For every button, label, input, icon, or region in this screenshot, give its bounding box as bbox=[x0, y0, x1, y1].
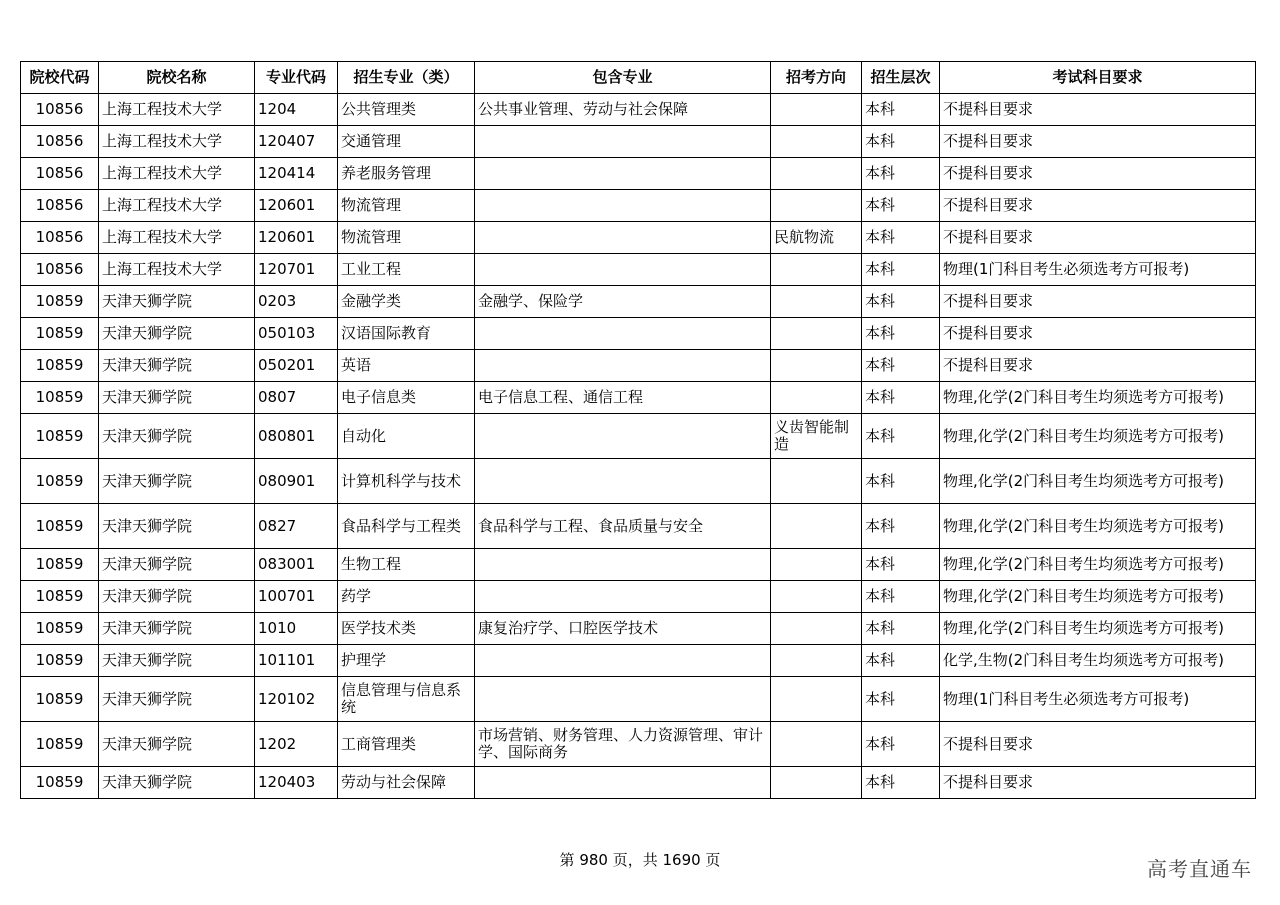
table-row bbox=[21, 459, 1256, 504]
cell-direction bbox=[771, 350, 862, 382]
cell-school-name: 天津天狮学院 bbox=[99, 414, 255, 459]
cell-school-name: 天津天狮学院 bbox=[99, 767, 255, 799]
cell-subject-requirement: 物理,化学(2门科目考生均须选考方可报考) bbox=[940, 581, 1256, 613]
cell-subject-requirement: 不提科目要求 bbox=[940, 722, 1256, 767]
cell-school-code: 10859 bbox=[21, 549, 99, 581]
cell-subject-requirement: 不提科目要求 bbox=[940, 286, 1256, 318]
cell-subject-requirement: 物理,化学(2门科目考生均须选考方可报考) bbox=[940, 414, 1256, 459]
header-included-majors: 包含专业 bbox=[475, 62, 771, 94]
cell-major: 生物工程 bbox=[338, 549, 475, 581]
cell-direction bbox=[771, 126, 862, 158]
cell-school-name: 天津天狮学院 bbox=[99, 382, 255, 414]
cell-level: 本科 bbox=[862, 645, 940, 677]
cell-included-majors: 食品科学与工程、食品质量与安全 bbox=[475, 504, 771, 549]
cell-included-majors: 电子信息工程、通信工程 bbox=[475, 382, 771, 414]
cell-direction: 民航物流 bbox=[771, 222, 862, 254]
cell-school-name: 天津天狮学院 bbox=[99, 581, 255, 613]
cell-major: 医学技术类 bbox=[338, 613, 475, 645]
header-school-name: 院校名称 bbox=[99, 62, 255, 94]
cell-direction bbox=[771, 722, 862, 767]
cell-school-name: 天津天狮学院 bbox=[99, 722, 255, 767]
cell-direction bbox=[771, 767, 862, 799]
cell-major-code: 1010 bbox=[255, 613, 338, 645]
table-row bbox=[21, 767, 1256, 799]
cell-included-majors bbox=[475, 459, 771, 504]
cell-school-name: 天津天狮学院 bbox=[99, 504, 255, 549]
cell-subject-requirement: 物理,化学(2门科目考生均须选考方可报考) bbox=[940, 382, 1256, 414]
cell-major-code: 101101 bbox=[255, 645, 338, 677]
cell-direction bbox=[771, 459, 862, 504]
cell-direction: 义齿智能制造 bbox=[771, 414, 862, 459]
cell-major-code: 120601 bbox=[255, 222, 338, 254]
cell-included-majors bbox=[475, 190, 771, 222]
cell-school-code: 10859 bbox=[21, 382, 99, 414]
cell-major: 信息管理与信息系统 bbox=[338, 677, 475, 722]
cell-major: 电子信息类 bbox=[338, 382, 475, 414]
table-row bbox=[21, 222, 1256, 254]
cell-included-majors bbox=[475, 414, 771, 459]
cell-major-code: 120601 bbox=[255, 190, 338, 222]
table-row bbox=[21, 286, 1256, 318]
cell-school-code: 10856 bbox=[21, 190, 99, 222]
cell-major: 英语 bbox=[338, 350, 475, 382]
cell-level: 本科 bbox=[862, 94, 940, 126]
cell-subject-requirement: 物理(1门科目考生必须选考方可报考) bbox=[940, 254, 1256, 286]
cell-subject-requirement: 不提科目要求 bbox=[940, 94, 1256, 126]
cell-major-code: 080801 bbox=[255, 414, 338, 459]
cell-school-name: 天津天狮学院 bbox=[99, 459, 255, 504]
cell-included-majors bbox=[475, 581, 771, 613]
cell-school-name: 天津天狮学院 bbox=[99, 645, 255, 677]
cell-school-name: 天津天狮学院 bbox=[99, 350, 255, 382]
cell-major-code: 120407 bbox=[255, 126, 338, 158]
cell-major: 药学 bbox=[338, 581, 475, 613]
cell-school-code: 10856 bbox=[21, 158, 99, 190]
cell-included-majors bbox=[475, 350, 771, 382]
cell-major: 物流管理 bbox=[338, 222, 475, 254]
cell-major-code: 120701 bbox=[255, 254, 338, 286]
cell-direction bbox=[771, 645, 862, 677]
cell-major-code: 0807 bbox=[255, 382, 338, 414]
cell-direction bbox=[771, 94, 862, 126]
cell-school-name: 天津天狮学院 bbox=[99, 549, 255, 581]
table-row bbox=[21, 126, 1256, 158]
table-row bbox=[21, 382, 1256, 414]
cell-major: 公共管理类 bbox=[338, 94, 475, 126]
cell-school-name: 天津天狮学院 bbox=[99, 318, 255, 350]
cell-direction bbox=[771, 549, 862, 581]
header-row bbox=[21, 62, 1256, 94]
cell-included-majors bbox=[475, 222, 771, 254]
cell-subject-requirement: 不提科目要求 bbox=[940, 222, 1256, 254]
cell-subject-requirement: 不提科目要求 bbox=[940, 158, 1256, 190]
cell-direction bbox=[771, 158, 862, 190]
table-row bbox=[21, 613, 1256, 645]
cell-school-code: 10859 bbox=[21, 613, 99, 645]
cell-direction bbox=[771, 286, 862, 318]
admissions-table bbox=[20, 61, 1256, 799]
table-row bbox=[21, 350, 1256, 382]
cell-major-code: 1202 bbox=[255, 722, 338, 767]
cell-major-code: 080901 bbox=[255, 459, 338, 504]
cell-subject-requirement: 物理,化学(2门科目考生均须选考方可报考) bbox=[940, 459, 1256, 504]
header-subject-requirement: 考试科目要求 bbox=[940, 62, 1256, 94]
cell-school-code: 10859 bbox=[21, 581, 99, 613]
cell-subject-requirement: 不提科目要求 bbox=[940, 126, 1256, 158]
cell-direction bbox=[771, 190, 862, 222]
cell-level: 本科 bbox=[862, 350, 940, 382]
cell-subject-requirement: 不提科目要求 bbox=[940, 350, 1256, 382]
cell-level: 本科 bbox=[862, 459, 940, 504]
cell-school-name: 上海工程技术大学 bbox=[99, 94, 255, 126]
cell-school-name: 上海工程技术大学 bbox=[99, 190, 255, 222]
cell-included-majors: 市场营销、财务管理、人力资源管理、审计学、国际商务 bbox=[475, 722, 771, 767]
cell-included-majors bbox=[475, 254, 771, 286]
table-row bbox=[21, 318, 1256, 350]
table-row bbox=[21, 549, 1256, 581]
cell-included-majors bbox=[475, 126, 771, 158]
table-row bbox=[21, 254, 1256, 286]
cell-school-name: 上海工程技术大学 bbox=[99, 222, 255, 254]
cell-major: 养老服务管理 bbox=[338, 158, 475, 190]
cell-school-code: 10859 bbox=[21, 318, 99, 350]
cell-school-code: 10859 bbox=[21, 645, 99, 677]
cell-direction bbox=[771, 504, 862, 549]
cell-level: 本科 bbox=[862, 286, 940, 318]
cell-major: 汉语国际教育 bbox=[338, 318, 475, 350]
cell-major-code: 083001 bbox=[255, 549, 338, 581]
cell-direction bbox=[771, 581, 862, 613]
cell-level: 本科 bbox=[862, 549, 940, 581]
cell-included-majors bbox=[475, 318, 771, 350]
cell-included-majors bbox=[475, 158, 771, 190]
header-major-code: 专业代码 bbox=[255, 62, 338, 94]
cell-included-majors: 康复治疗学、口腔医学技术 bbox=[475, 613, 771, 645]
cell-level: 本科 bbox=[862, 504, 940, 549]
cell-school-code: 10856 bbox=[21, 222, 99, 254]
cell-level: 本科 bbox=[862, 222, 940, 254]
cell-major: 自动化 bbox=[338, 414, 475, 459]
table-row bbox=[21, 504, 1256, 549]
cell-major: 金融学类 bbox=[338, 286, 475, 318]
cell-major: 食品科学与工程类 bbox=[338, 504, 475, 549]
cell-subject-requirement: 化学,生物(2门科目考生均须选考方可报考) bbox=[940, 645, 1256, 677]
cell-level: 本科 bbox=[862, 158, 940, 190]
cell-level: 本科 bbox=[862, 190, 940, 222]
header-level: 招生层次 bbox=[862, 62, 940, 94]
cell-direction bbox=[771, 613, 862, 645]
table-row bbox=[21, 645, 1256, 677]
cell-included-majors bbox=[475, 645, 771, 677]
cell-school-code: 10859 bbox=[21, 350, 99, 382]
cell-subject-requirement: 物理,化学(2门科目考生均须选考方可报考) bbox=[940, 549, 1256, 581]
cell-major-code: 100701 bbox=[255, 581, 338, 613]
cell-major-code: 120414 bbox=[255, 158, 338, 190]
cell-school-name: 上海工程技术大学 bbox=[99, 254, 255, 286]
table-row bbox=[21, 414, 1256, 459]
cell-school-code: 10859 bbox=[21, 722, 99, 767]
cell-school-name: 上海工程技术大学 bbox=[99, 126, 255, 158]
cell-direction bbox=[771, 677, 862, 722]
cell-subject-requirement: 不提科目要求 bbox=[940, 190, 1256, 222]
cell-level: 本科 bbox=[862, 318, 940, 350]
cell-school-name: 天津天狮学院 bbox=[99, 677, 255, 722]
cell-school-code: 10856 bbox=[21, 126, 99, 158]
cell-level: 本科 bbox=[862, 613, 940, 645]
table-body bbox=[21, 94, 1256, 799]
cell-subject-requirement: 不提科目要求 bbox=[940, 318, 1256, 350]
cell-school-code: 10859 bbox=[21, 459, 99, 504]
table-row bbox=[21, 158, 1256, 190]
cell-school-code: 10859 bbox=[21, 677, 99, 722]
cell-direction bbox=[771, 382, 862, 414]
cell-included-majors: 公共事业管理、劳动与社会保障 bbox=[475, 94, 771, 126]
cell-major-code: 0203 bbox=[255, 286, 338, 318]
cell-level: 本科 bbox=[862, 126, 940, 158]
cell-school-name: 天津天狮学院 bbox=[99, 613, 255, 645]
cell-major: 计算机科学与技术 bbox=[338, 459, 475, 504]
cell-major-code: 050103 bbox=[255, 318, 338, 350]
cell-level: 本科 bbox=[862, 677, 940, 722]
cell-school-code: 10856 bbox=[21, 254, 99, 286]
cell-direction bbox=[771, 318, 862, 350]
cell-subject-requirement: 不提科目要求 bbox=[940, 767, 1256, 799]
cell-included-majors bbox=[475, 677, 771, 722]
cell-school-code: 10859 bbox=[21, 767, 99, 799]
cell-included-majors bbox=[475, 549, 771, 581]
cell-direction bbox=[771, 254, 862, 286]
cell-major-code: 1204 bbox=[255, 94, 338, 126]
cell-level: 本科 bbox=[862, 254, 940, 286]
cell-subject-requirement: 物理,化学(2门科目考生均须选考方可报考) bbox=[940, 504, 1256, 549]
cell-major: 交通管理 bbox=[338, 126, 475, 158]
cell-subject-requirement: 物理(1门科目考生必须选考方可报考) bbox=[940, 677, 1256, 722]
table-row bbox=[21, 722, 1256, 767]
table-row bbox=[21, 190, 1256, 222]
header-school-code: 院校代码 bbox=[21, 62, 99, 94]
watermark-text: 高考直通车 bbox=[1147, 857, 1252, 881]
cell-major-code: 050201 bbox=[255, 350, 338, 382]
cell-major-code: 0827 bbox=[255, 504, 338, 549]
table-row bbox=[21, 94, 1256, 126]
header-major: 招生专业（类） bbox=[338, 62, 475, 94]
cell-level: 本科 bbox=[862, 414, 940, 459]
cell-level: 本科 bbox=[862, 767, 940, 799]
cell-major-code: 120403 bbox=[255, 767, 338, 799]
page-number: 第 980 页，共 1690 页 bbox=[559, 851, 721, 869]
cell-major: 物流管理 bbox=[338, 190, 475, 222]
cell-level: 本科 bbox=[862, 581, 940, 613]
cell-included-majors: 金融学、保险学 bbox=[475, 286, 771, 318]
cell-major: 工业工程 bbox=[338, 254, 475, 286]
cell-school-name: 天津天狮学院 bbox=[99, 286, 255, 318]
cell-school-name: 上海工程技术大学 bbox=[99, 158, 255, 190]
cell-subject-requirement: 物理,化学(2门科目考生均须选考方可报考) bbox=[940, 613, 1256, 645]
cell-school-code: 10859 bbox=[21, 504, 99, 549]
cell-level: 本科 bbox=[862, 382, 940, 414]
cell-school-code: 10859 bbox=[21, 286, 99, 318]
cell-major-code: 120102 bbox=[255, 677, 338, 722]
table-row bbox=[21, 677, 1256, 722]
cell-school-code: 10856 bbox=[21, 94, 99, 126]
header-direction: 招考方向 bbox=[771, 62, 862, 94]
cell-level: 本科 bbox=[862, 722, 940, 767]
cell-major: 劳动与社会保障 bbox=[338, 767, 475, 799]
cell-school-code: 10859 bbox=[21, 414, 99, 459]
cell-major: 工商管理类 bbox=[338, 722, 475, 767]
cell-major: 护理学 bbox=[338, 645, 475, 677]
cell-included-majors bbox=[475, 767, 771, 799]
table-row bbox=[21, 581, 1256, 613]
